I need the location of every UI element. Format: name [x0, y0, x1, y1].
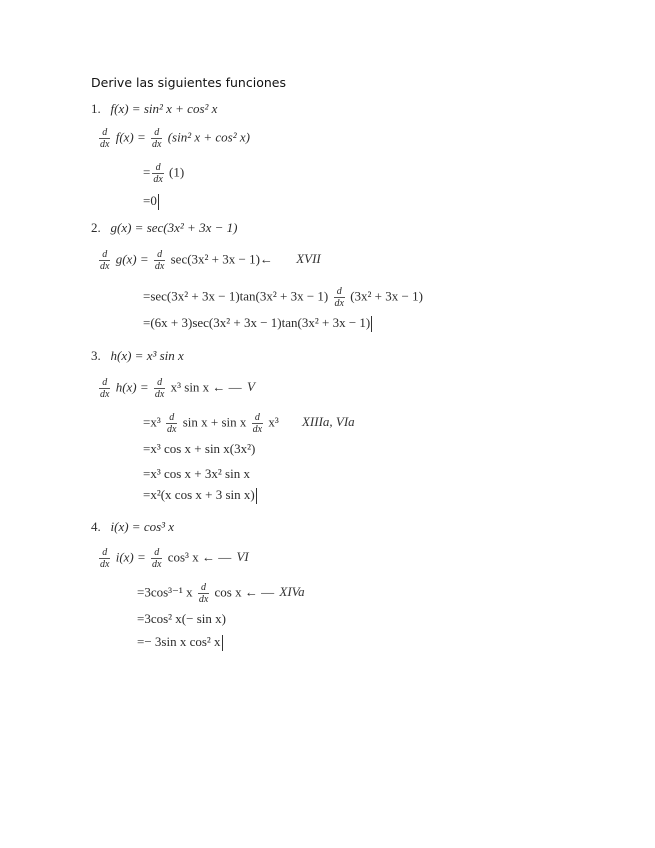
- problem-2-step-3: =(6x + 3)sec(3x² + 3x − 1)tan(3x² + 3x − 1): [143, 315, 372, 332]
- text-cursor: [256, 488, 257, 504]
- rule-reference: XVII: [296, 251, 321, 267]
- text-cursor: [158, 194, 159, 210]
- problem-2-statement: 2. g(x) = sec(3x² + 3x − 1): [91, 220, 238, 235]
- problem-1-step-1: $\frac{d}{dx}$ f(x) = $\frac{d}{dx}$ (sin² x + cos² x): [100, 127, 250, 150]
- problem-4-step-1: $\frac{d}{dx}$ i(x) = $\frac{d}{dx}$ cos³ x ← — VI: [100, 547, 249, 570]
- text-cursor: [222, 635, 223, 651]
- problem-1-statement: 1. f(x) = sin² x + cos² x: [91, 101, 218, 116]
- problem-3-statement: 3. h(x) = x³ sin x: [91, 348, 184, 363]
- problem-4-statement: 4. i(x) = cos³ x: [91, 519, 175, 534]
- text-cursor: [371, 316, 372, 332]
- problem-3-step-5: =x²(x cos x + 3 sin x): [143, 487, 257, 504]
- rule-reference: V: [246, 379, 255, 395]
- rule-reference: XIVa: [279, 584, 305, 600]
- problem-1-step-3: =0: [143, 193, 159, 210]
- problem-4-step-2: =3cos³⁻¹ x $\frac{d}{dx}$ cos x ← — XIVa: [137, 582, 305, 605]
- problem-3-step-1: $\frac{d}{dx}$ h(x) = $\frac{d}{dx}$ x³ sin x ← — V: [100, 377, 255, 400]
- problem-2-step-2: =sec(3x² + 3x − 1)tan(3x² + 3x − 1) $\frac{d}{dx}$ (3x² + 3x − 1): [143, 286, 423, 309]
- problem-3-step-2: =x³ $\frac{d}{dx}$ sin x + sin x $\frac{d}{dx}$ x³ XIIIa, VIa: [143, 412, 355, 435]
- rule-reference: VI: [236, 549, 249, 565]
- problem-3-step-3: =x³ cos x + sin x(3x²): [143, 441, 256, 456]
- page-title: Derive las siguientes funciones: [91, 75, 286, 90]
- problem-4-step-4: =− 3sin x cos² x: [137, 634, 223, 651]
- problem-1-step-2: = $\frac{d}{dx}$ (1): [143, 162, 185, 185]
- problem-4-step-3: =3cos² x(− sin x): [137, 611, 226, 626]
- problem-3-step-4: =x³ cos x + 3x² sin x: [143, 466, 250, 481]
- rule-reference: XIIIa, VIa: [301, 414, 355, 430]
- problem-2-step-1: $\frac{d}{dx}$ g(x) = $\frac{d}{dx}$ sec(3x² + 3x − 1)← XVII: [100, 249, 321, 272]
